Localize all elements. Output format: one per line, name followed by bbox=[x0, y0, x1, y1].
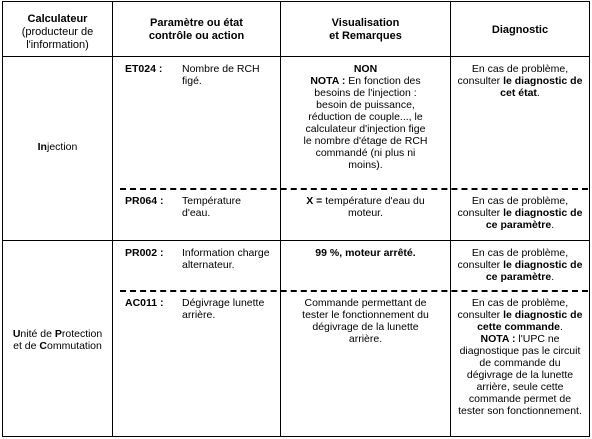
visu-line: moteur. bbox=[347, 207, 384, 219]
param-desc-line: Température bbox=[182, 195, 241, 207]
diag-line: diagnostique pas le circuit bbox=[459, 345, 581, 357]
header-calculateur bbox=[3, 13, 112, 52]
param-desc-pr064 bbox=[182, 195, 278, 219]
param-code-et024: ET024 : bbox=[125, 63, 163, 75]
visu-et024 bbox=[281, 63, 450, 171]
diag-pr002 bbox=[451, 247, 589, 283]
column-divider bbox=[112, 2, 113, 436]
visu-line: le nombre d'étage de RCH bbox=[303, 135, 428, 147]
row-separator-dashed bbox=[120, 188, 588, 190]
diag-pr064 bbox=[451, 195, 589, 231]
header-calculateur-sub2: l'information) bbox=[26, 39, 89, 51]
visu-ac011 bbox=[281, 297, 450, 345]
visu-line: dégivrage de la lunette bbox=[312, 321, 419, 333]
diag-line: consulter bbox=[457, 259, 504, 271]
calculator-upc-line2 bbox=[3, 340, 112, 352]
param-code-pr064: PR064 : bbox=[125, 195, 164, 207]
row-separator-dashed bbox=[120, 290, 588, 292]
visu-line: Commande permettant de bbox=[304, 297, 427, 309]
param-code-ac011: AC011 : bbox=[125, 297, 164, 309]
header-divider bbox=[3, 56, 589, 57]
header-calculateur-title: Calculateur bbox=[27, 13, 88, 25]
diag-line: tester son fonctionnement. bbox=[458, 405, 582, 417]
header-parametre-line2: contrôle ou action bbox=[148, 30, 245, 42]
param-desc-pr002 bbox=[182, 247, 278, 271]
diag-punct: . bbox=[551, 271, 555, 283]
diag-line: En cas de problème, bbox=[471, 63, 569, 75]
visu-line: calculateur d'injection fige bbox=[305, 123, 426, 135]
diag-link-text: le diagnostic de bbox=[503, 309, 583, 321]
diag-line: dégivrage de la lunette bbox=[466, 369, 574, 381]
param-desc-line: figé. bbox=[182, 75, 202, 87]
visu-line: arrière. bbox=[348, 333, 383, 345]
param-desc-line: Dégivrage lunette bbox=[182, 297, 265, 309]
calculator-upc-segment: U bbox=[12, 328, 21, 340]
diag-line: commande permet de bbox=[468, 393, 572, 405]
diag-link-text: cette commande bbox=[477, 321, 560, 333]
visu-line: réduction de couple..., le bbox=[308, 111, 423, 123]
calculator-upc-segment: C bbox=[39, 340, 47, 352]
diag-line: En cas de problème, bbox=[471, 195, 569, 207]
visu-line: température d'eau du bbox=[325, 195, 425, 207]
visu-line: besoins de l'injection : bbox=[314, 87, 417, 99]
visu-value: X = bbox=[306, 195, 323, 207]
diag-ac011 bbox=[451, 297, 589, 417]
calculator-injection bbox=[3, 141, 112, 153]
header-parametre bbox=[113, 17, 280, 43]
param-code-pr002: PR002 : bbox=[125, 247, 164, 259]
diag-link-text: le diagnostic de bbox=[503, 75, 583, 87]
header-calculateur-sub1: (producteur de bbox=[21, 26, 94, 38]
header-parametre-line1: Paramètre ou état bbox=[150, 17, 243, 29]
param-desc-line: arrière. bbox=[182, 309, 216, 321]
visu-pr064 bbox=[281, 195, 450, 219]
diag-punct: . bbox=[536, 87, 540, 99]
header-visualisation-line2: et Remarques bbox=[329, 30, 402, 42]
header-diagnostic: Diagnostic bbox=[491, 24, 549, 36]
diag-link-text: cet état bbox=[500, 87, 537, 99]
param-desc-et024 bbox=[182, 63, 278, 87]
diag-punct: . bbox=[551, 219, 555, 231]
diag-line: consulter bbox=[457, 207, 504, 219]
calculator-injection-rest: jection bbox=[46, 141, 78, 153]
param-desc-line: d'eau. bbox=[182, 207, 211, 219]
diag-link-text: ce paramètre bbox=[485, 219, 552, 231]
diag-et024 bbox=[451, 63, 589, 99]
nota-label: NOTA : bbox=[480, 333, 516, 345]
param-desc-line: Information charge bbox=[182, 247, 270, 259]
diag-line: arrière, seule cette bbox=[476, 381, 564, 393]
diag-link-text: le diagnostic de bbox=[503, 259, 583, 271]
calculator-upc-segment: et de bbox=[13, 340, 40, 352]
visu-value: NON bbox=[353, 63, 378, 75]
visu-line: tester le fonctionnement du bbox=[302, 309, 429, 321]
diagnostic-table bbox=[2, 1, 590, 437]
calculator-upc-segment: ommutation bbox=[47, 340, 102, 352]
diag-line: consulter bbox=[457, 75, 504, 87]
diag-line: de commande du bbox=[479, 357, 561, 369]
diag-punct: . bbox=[559, 321, 563, 333]
visu-line: En fonction des bbox=[348, 75, 421, 87]
header-visualisation-line1: Visualisation bbox=[331, 17, 400, 29]
nota-label: NOTA : bbox=[310, 75, 346, 87]
calculator-upc-segment: P bbox=[54, 328, 62, 340]
calculator-upc-line1 bbox=[3, 328, 112, 340]
diag-link-text: ce paramètre bbox=[485, 271, 552, 283]
diag-line: En cas de problème, bbox=[471, 247, 569, 259]
calculator-upc-segment: rotection bbox=[61, 328, 103, 340]
param-desc-line: Nombre de RCH bbox=[182, 63, 260, 75]
calculator-upc-segment: nité de bbox=[20, 328, 55, 340]
header-visualisation bbox=[281, 17, 450, 43]
diag-line: En cas de problème, bbox=[471, 297, 569, 309]
visu-pr002: 99 %, moteur arrêté. bbox=[315, 247, 416, 259]
param-desc-line: alternateur. bbox=[182, 259, 235, 271]
diag-line: l'UPC ne bbox=[518, 333, 560, 345]
calculator-injection-bold: In bbox=[37, 141, 47, 153]
param-desc-ac011 bbox=[182, 297, 278, 321]
visu-line: commandé (ni plus ni bbox=[315, 147, 416, 159]
calculator-upc bbox=[3, 328, 112, 352]
visu-line: besoin de puissance, bbox=[316, 99, 415, 111]
visu-line: moins). bbox=[348, 159, 383, 171]
section-divider bbox=[3, 240, 589, 241]
diag-link-text: le diagnostic de bbox=[503, 207, 583, 219]
diag-line: consulter bbox=[457, 309, 504, 321]
